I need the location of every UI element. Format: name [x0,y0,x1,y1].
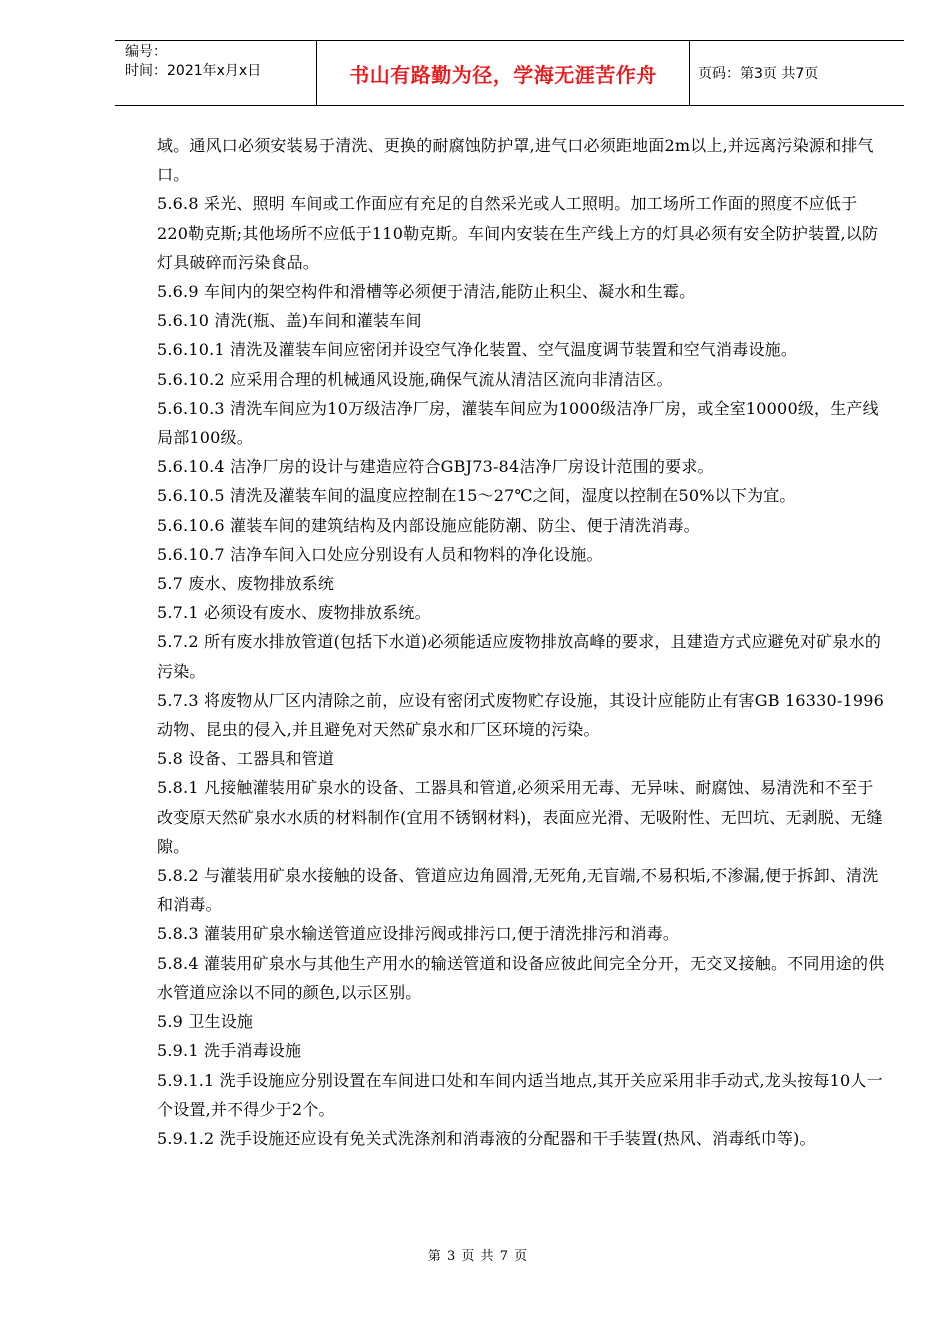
paragraph: 5.6.10.7 洁净车间入口处应分别设有人员和物料的净化设施。 [157,544,603,564]
header-page-info: 页码：第3页 共7页 [698,66,819,82]
paragraph: 5.7.2 所有废水排放管道(包括下水道)必须能适应废物排放高峰的要求，且建造方式应避免对矿泉水的污染。 [157,632,882,681]
paragraph: 5.6.10.5 清洗及灌装车间的温度应控制在15～27℃之间，湿度以控制在50%以下为宜。 [157,486,796,506]
paragraph: 5.8.3 灌装用矿泉水输送管道应设排污阀或排污口,便于清洗排污和消毒。 [157,924,680,944]
paragraph: 5.7.1 必须设有废水、废物排放系统。 [157,603,431,623]
footer-page-number: 第 3 页 共 7 页 [427,1249,529,1264]
paragraph: 5.9.1.2 洗手设施还应设有免关式洗涤剂和消毒液的分配器和干手装置(热风、消毒纸巾等)。 [157,1128,816,1148]
paragraph: 5.6.9 车间内的架空构件和滑槽等必须便于清洁,能防止积尘、凝水和生霉。 [157,282,696,302]
paragraph: 5.7.3 将废物从厂区内清除之前，应设有密闭式废物贮存设施，其设计应能防止有害GB 16330-1996 动物、昆虫的侵入,并且避免对天然矿泉水和厂区环境的污染。 [157,690,885,740]
section-heading: 5.6.10 清洗(瓶、盖)车间和灌装车间 [157,311,422,331]
document-date: 时间：2021年x月x日 [125,63,262,79]
paragraph: 5.6.10.6 灌装车间的建筑结构及内部设施应能防潮、防尘、便于清洗消毒。 [157,515,700,535]
paragraph: 5.8.4 灌装用矿泉水与其他生产用水的输送管道和设备应彼此间完全分开，无交叉接触。不同用途的供水管道应涂以不同的颜色,以示区别。 [157,953,885,1002]
paragraph: 5.6.10.4 洁净厂房的设计与建造应符合GBJ73-84洁净厂房设计范围的要求。 [157,457,714,477]
document-code-label: 编号： [125,44,167,60]
header-left-cell [115,41,316,105]
paragraph: 5.8.2 与灌装用矿泉水接触的设备、管道应边角圆滑,无死角,无盲端,不易积垢,不渗漏,便于拆卸、清洗和消毒。 [157,866,879,915]
section-heading: 5.8 设备、工器具和管道 [157,749,335,769]
paragraph: 域。通风口必须安装易于清洗、更换的耐腐蚀防护罩,进气口必须距地面2m以上,并远离污染源和排气口。 [157,136,874,185]
subsection-heading: 5.9.1 洗手消毒设施 [157,1041,302,1061]
section-heading: 5.9 卫生设施 [157,1012,254,1032]
document-body [157,131,887,1153]
section-heading: 5.7 废水、废物排放系统 [157,574,335,594]
header-motto: 书山有路勤为径，学海无涯苦作舟 [316,41,690,105]
paragraph: 5.6.10.1 清洗及灌装车间应密闭并设空气净化装置、空气温度调节装置和空气消毒设施。 [157,340,798,360]
paragraph: 5.8.1 凡接触灌装用矿泉水的设备、工器具和管道,必须采用无毒、无异味、耐腐蚀、易清洗和不至于改变原天然矿泉水水质的材料制作(宜用不锈钢材料)，表面应光滑、无吸附性、无凹坑、无剥脱、无缝隙。 [157,778,883,856]
paragraph: 5.9.1.1 洗手设施应分别设置在车间进口处和车间内适当地点,其开关应采用非手动式,龙头按每10人一个设置,并不得少于2个。 [157,1070,883,1119]
paragraph: 5.6.10.2 应采用合理的机械通风设施,确保气流从清洁区流向非清洁区。 [157,369,673,389]
paragraph: 5.6.8 采光、照明 车间或工作面应有充足的自然采光或人工照明。加工场所工作面的照度不应低于220勒克斯;其他场所不应低于110勒克斯。车间内安装在生产线上方的灯具必须有安全防护装置,以防灯具破碎而污染食品。 [157,194,879,272]
page-header [115,40,904,106]
paragraph: 5.6.10.3 清洗车间应为10万级洁净厂房，灌装车间应为1000级洁净厂房，或全室10000级，生产线局部100级。 [157,398,879,448]
page-footer [0,1245,950,1264]
